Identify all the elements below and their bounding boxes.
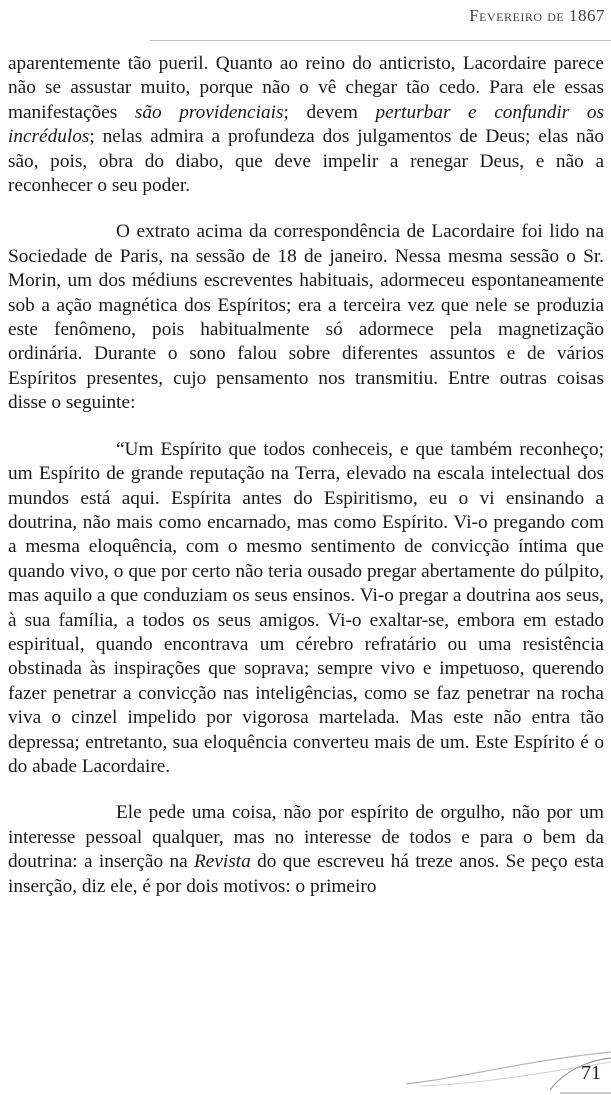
italic-run: Revista bbox=[194, 851, 251, 873]
header-rule bbox=[150, 40, 611, 41]
running-header: Fevereiro de 1867 bbox=[469, 6, 605, 25]
footer-ornament bbox=[400, 1040, 611, 1095]
paragraph-4: Ele pede uma coisa, não por espírito de orgulho, não por um interesse pessoal qualquer, mas no interesse de todos e para o bem da doutrina: a inserção na Revista do que escreveu há treze anos. Se peço esta inserção, diz ele, é por dois motivos: o primeiro bbox=[8, 802, 604, 897]
paragraph-3: “Um Espírito que todos conheceis, e que também reconheço; um Espírito de grande reputação na Terra, elevado na escala intelectual dos mundos está aqui. Espírita antes do Espiritismo, eu o vi ensinando a doutrina, não mais como encarnado, mas como Espírito. Vi-o pregando com a mesma eloquência, com o mesmo sentimento de convicção íntima que quando vivo, o que por certo não teria ousado pregar abertamente do púlpito, mas aquilo a que conduziam os seus ensinos. Vi-o pregar a doutrina aos seus, à sua família, a todos os seus amigos. Vi-o exaltar-se, embora em estado espiritual, quando encontrava um cérebro refratário ou uma resistência obstinada às inspirações que soprava; sempre vivo e impetuoso, querendo fazer penetrar a convicção nas inteligências, como se faz penetrar na rocha viva o cinzel impelido por vigorosa martelada. Mas este não entra tão depressa; entretanto, sua eloquência converteu mais de um. Este Espírito é o do abade Lacordaire. bbox=[8, 438, 604, 777]
paragraph-2: O extrato acima da correspondência de Lacordaire foi lido na Sociedade de Paris, na sessão de 18 de janeiro. Nessa mesma sessão o Sr. Morin, um dos médiuns escreventes habituais, adormeceu espontaneamente sob a ação magnética dos Espíritos; era a terceira vez que nele se produzia este fenômeno, pois habitualmente só adormece pela magnetização ordinária. Durante o sono falou sobre diferentes assuntos e de vários Espíritos presentes, cujo pensamento nos transmitiu. Entre outras coisas disse o seguinte: bbox=[8, 221, 604, 414]
page-number: 71 bbox=[581, 1062, 601, 1084]
body-text bbox=[8, 52, 604, 899]
italic-run: perturbar e confundir os incrédulos bbox=[8, 101, 604, 148]
paragraph-1: aparentemente tão pueril. Quanto ao reino do anticristo, Lacordaire parece não se assustar muito, porque não o vê chegar tão cedo. Para ele essas manifestações são providenciais; devem perturbar e confundir os incrédulos; nelas admira a profundeza dos julgamentos de Deus; elas não são, pois, obra do diabo, que deve impelir a renegar Deus, e não a reconhecer o seu poder. bbox=[8, 53, 604, 197]
italic-run: são providenciais bbox=[134, 101, 284, 123]
